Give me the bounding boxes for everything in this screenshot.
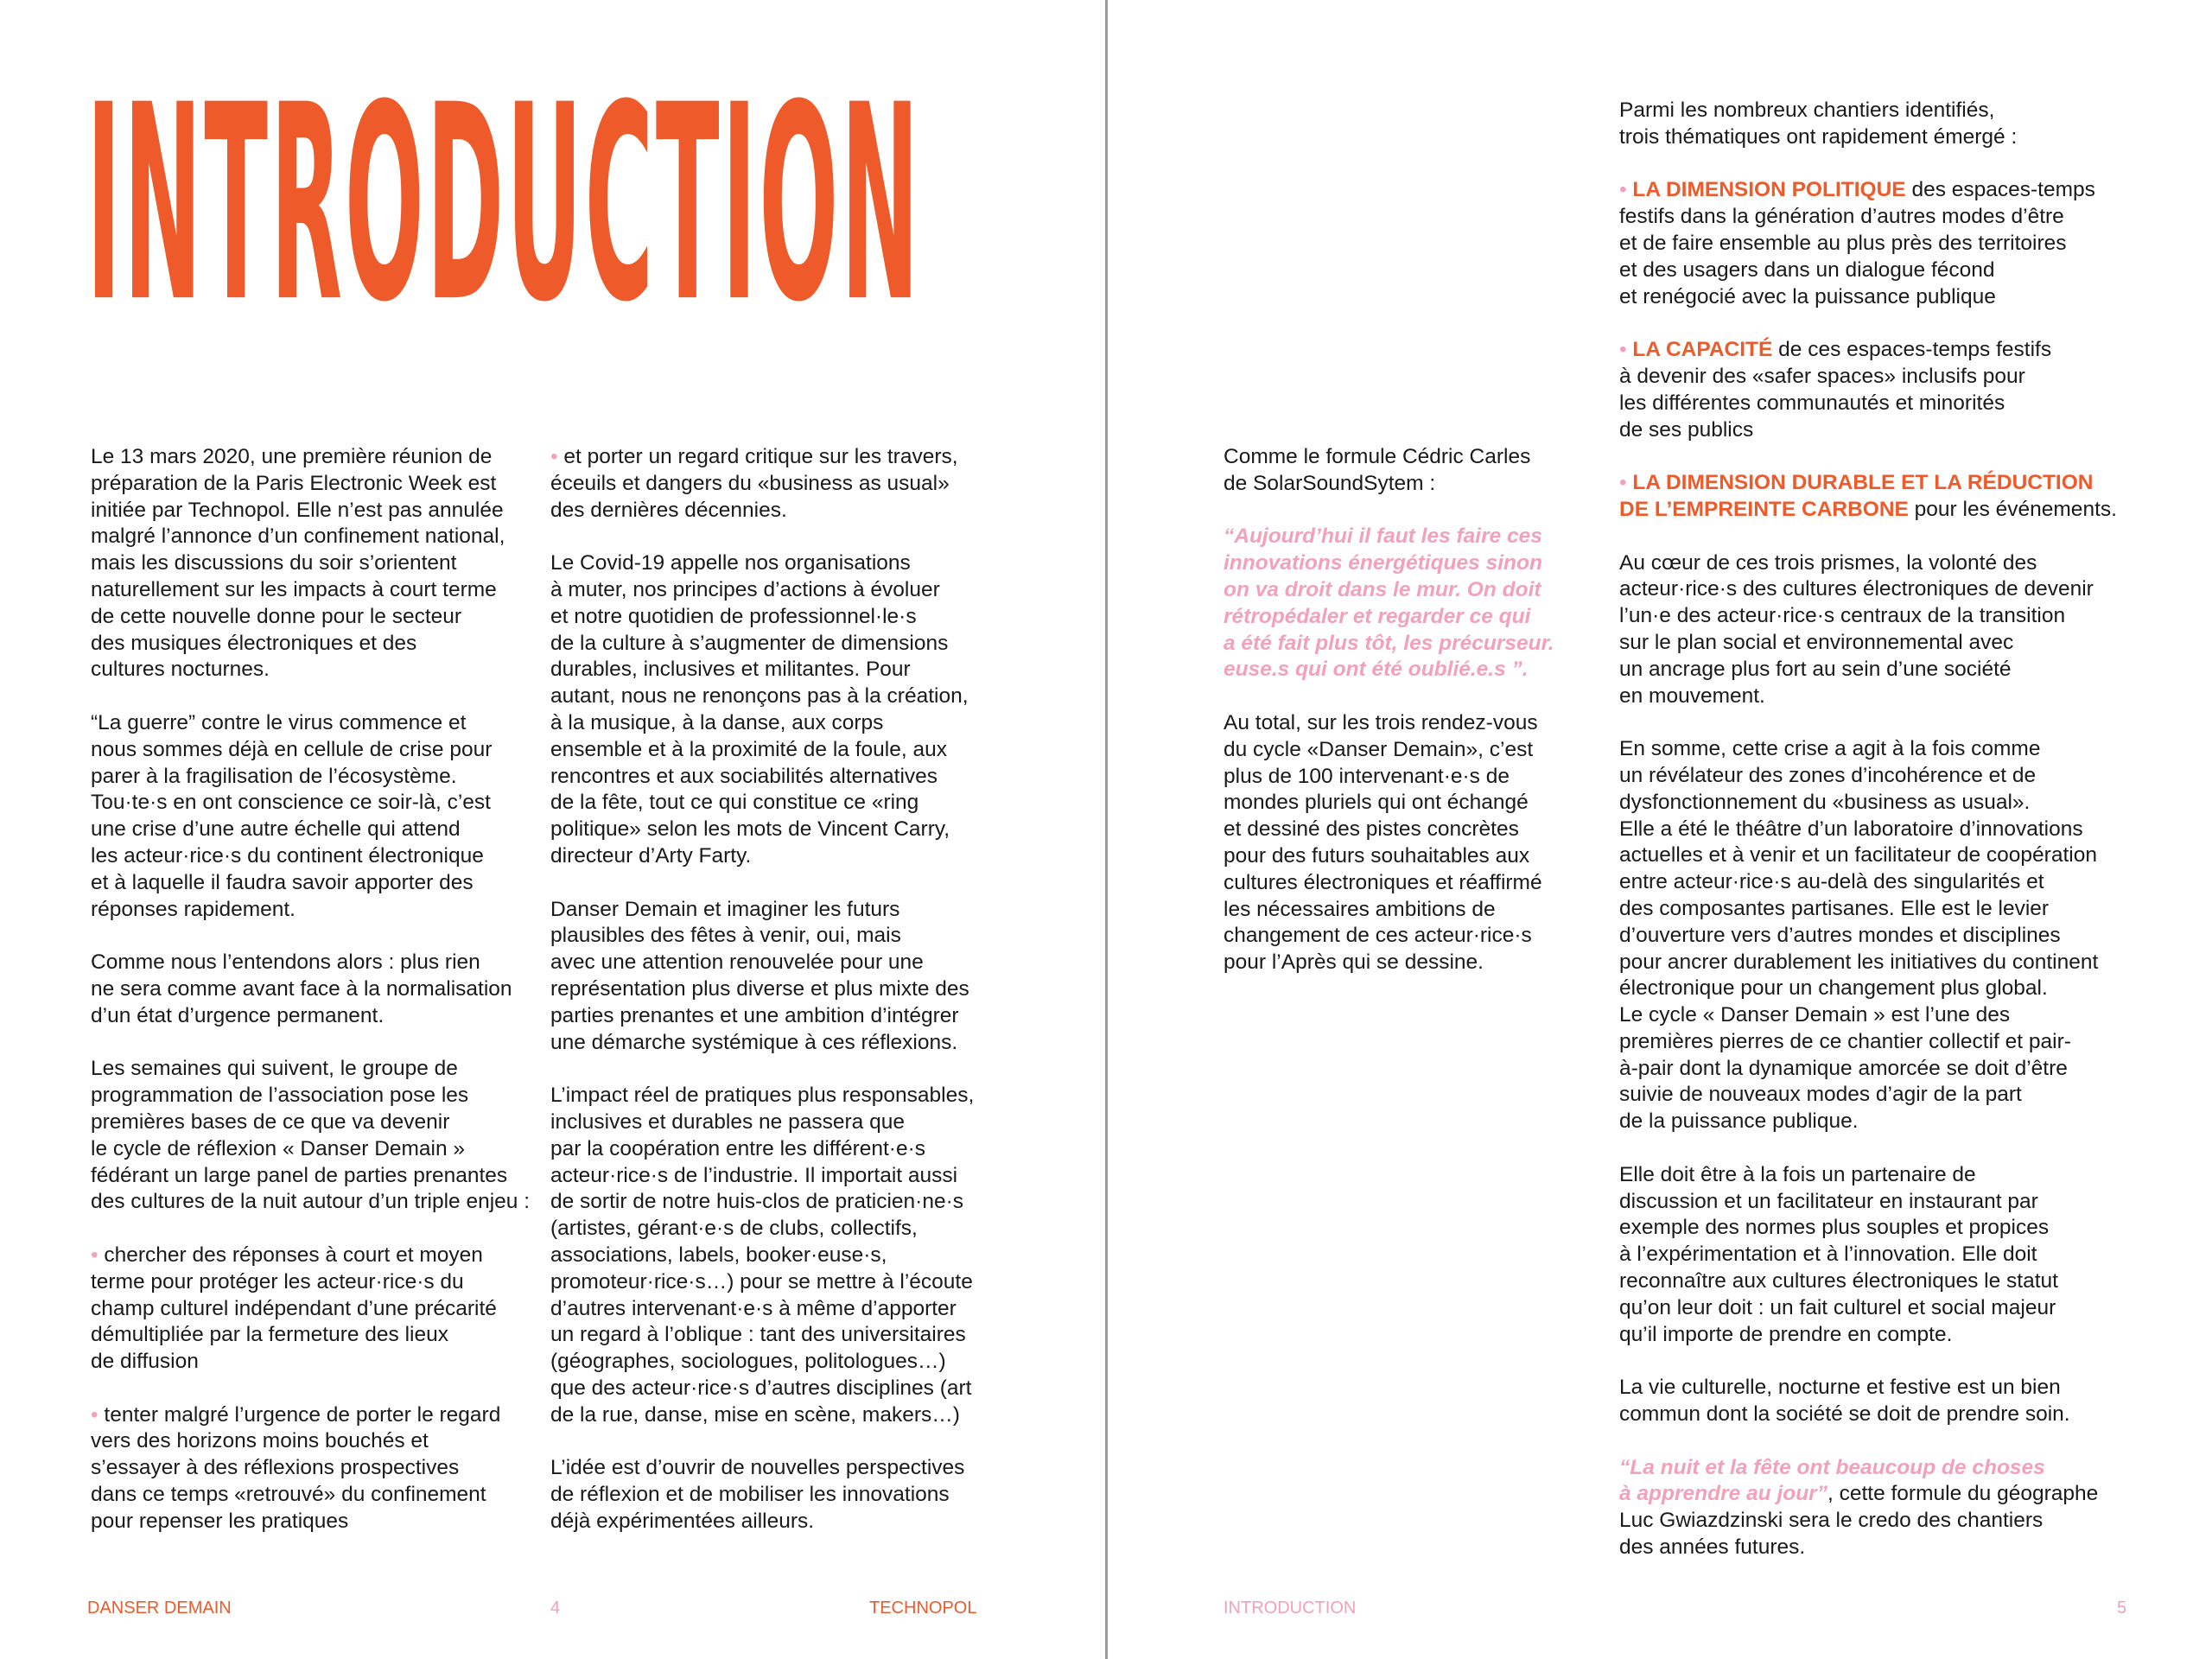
bullet-text: tenter malgré l’urgence de porter le regard vers des horizons moins bouchés et s’essayer à des réflexions prospectives dans ce temps «retrouvé» du confinement pour repenser les pratiques <box>91 1402 501 1533</box>
theme-item <box>1619 177 2138 310</box>
bullet-text: et porter un regard critique sur les travers, éceuils et dangers du «business as usual» des dernières décennies. <box>550 445 958 522</box>
paragraph: Elle doit être à la fois un partenaire de discussion et un facilitateur en instaurant par exemple des normes plus souples et propices à l’expérimentation et à l’innovation. Elle doit reconnaître aux cultures électroniques le statut qu’on leur doit : un fait culturel et social majeur qu’il importe de prendre en compte. <box>1619 1162 2058 1346</box>
left-column-2 <box>550 444 1008 1535</box>
closing-paragraph <box>1619 1455 2138 1561</box>
paragraph: “La guerre” contre le virus commence et nous sommes déjà en cellule de crise pour parer à la fragilisation de l’écosystème. Tou·te·s en ont conscience ce soir-là, c’est une crise d’une autre échelle qui attend les acteur·rice·s du continent électronique et à laquelle il faudra savoir apporter des réponses rapidement. <box>91 710 493 921</box>
paragraph: L’impact réel de pratiques plus responsables, inclusives et durables ne passera que par la coopération entre les différent·e·s acteur·rice·s de l’industrie. Il importait aussi de sortir de notre huis-clos de praticien·ne·s (artistes, gérant·e·s de clubs, collectifs, associations, labels, booker·euse·s, promoteur·rice·s…) pour se mettre à l’écoute d’autres intervenant·e·s à même d’apporter un regard à l’oblique : tant des universitaires (géographes, sociologues, politologues…) que des acteur·rice·s d’autres disciplines (art de la rue, danse, mise en scène, makers…) <box>550 1084 975 1427</box>
closing-text: , cette formule du géographe Luc Gwiazdzinski sera le credo des chantiers des années futures. <box>1619 1482 2099 1560</box>
paragraph: Au total, sur les trois rendez-vous du cycle «Danser Demain», c’est plus de 100 intervenant·e·s de mondes pluriels qui ont échangé et dessiné des pistes concrètes pour des futurs souhaitables aux cultures électroniques et réaffirmé les nécessaires ambitions de changement de ces acteur·rice·s pour l’Après qui se dessine. <box>1224 710 1542 975</box>
bullet-dot-icon: • <box>1619 178 1627 202</box>
theme-text: de ces espaces-temps festifs à devenir des «safer spaces» inclusifs pour les différentes communautés et minorités de ses publics <box>1619 338 2052 442</box>
footer-page-number: 4 <box>550 1599 561 1618</box>
theme-text: des espaces-temps festifs dans la génération d’autres modes d’être et de faire ensemble au plus près des territoires et des usagers dans un dialogue fécond et renégocié avec la puissance publique <box>1619 178 2095 308</box>
theme-heading: LA DIMENSION DURABLE ET LA RÉDUCTION DE L’EMPREINTE CARBONE <box>1619 471 2094 521</box>
bullet-text: chercher des réponses à court et moyen terme pour protéger les acteur·rice·s du champ culturel indépendant d’une précarité démultipliée par la fermeture des lieux de diffusion <box>91 1243 497 1374</box>
theme-heading: LA CAPACITÉ <box>1632 338 1773 362</box>
footer-publication: DANSER DEMAIN <box>87 1599 232 1618</box>
bullet-item <box>91 1243 540 1376</box>
theme-heading: LA DIMENSION POLITIQUE <box>1632 178 1906 202</box>
theme-item <box>1619 337 2138 443</box>
footer-section: INTRODUCTION <box>1224 1599 1357 1618</box>
paragraph: Parmi les nombreux chantiers identifiés, trois thématiques ont rapidement émergé : <box>1619 99 2018 149</box>
footer-page-number: 5 <box>2117 1599 2127 1618</box>
paragraph: Le Covid-19 appelle nos organisations à muter, nos principes d’actions à évoluer et notre quotidien de professionnel·le·s de la culture à s’augmenter de dimensions durables, inclusives et militantes. Pour autant, nous ne renonçons pas à la création, à la musique, à la danse, aux corps ensemble et à la proximité de la foule, aux rencontres et aux sociabilités alternatives de la fête, tout ce qui constitue ce «ring politique» selon les mots de Vincent Carry, directeur d’Arty Farty. <box>550 551 969 868</box>
bullet-dot-icon: • <box>1619 471 1627 495</box>
bullet-dot-icon: • <box>550 445 558 468</box>
theme-text: pour les événements. <box>1908 497 2117 521</box>
bullet-dot-icon: • <box>1619 338 1627 362</box>
paragraph: Les semaines qui suivent, le groupe de programmation de l’association pose les premières bases de ce que va devenir le cycle de réflexion « Danser Demain » fédérant un large panel de parties prenantes des cultures de la nuit autour d’un triple enjeu : <box>91 1057 531 1214</box>
pull-quote: “Aujourd’hui il faut les faire ces innovations énergétiques sinon on va droit dans le mur. On doit rétropédaler et regarder ce qui a été fait plus tôt, les précurseur. euse.s qui ont été oublié.e.s ”. <box>1224 524 1554 682</box>
bullet-dot-icon: • <box>91 1243 99 1267</box>
bullet-item <box>550 444 1008 524</box>
bullet-dot-icon: • <box>91 1402 99 1427</box>
paragraph: Danser Demain et imaginer les futurs plausibles des fêtes à venir, oui, mais avec une attention renouvelée pour une représentation plus diverse et plus mixte des parties prenantes et une ambition d’intégrer une démarche systémique à ces réflexions. <box>550 897 969 1054</box>
footer-publisher: TECHNOPOL <box>869 1599 977 1618</box>
paragraph: La vie culturelle, nocturne et festive est un bien commun dont la société se doit de prendre soin. <box>1619 1376 2070 1427</box>
paragraph: L’idée est d’ouvrir de nouvelles perspectives de réflexion et de mobiliser les innovations déjà expérimentées ailleurs. <box>550 1456 965 1533</box>
bullet-item <box>91 1402 540 1535</box>
theme-item <box>1619 470 2138 524</box>
paragraph: Le 13 mars 2020, une première réunion de préparation de la Paris Electronic Week est initiée par Technopol. Elle n’est pas annulée malgré l’annonce d’un confinement national, mais les discussions du soir s’orientent naturellement sur les impacts à court terme de cette nouvelle donne pour le secteur des musiques électroniques et des cultures nocturnes. <box>91 445 505 682</box>
paragraph: Au cœur de ces trois prismes, la volonté des acteur·rice·s des cultures électroniques de devenir l’un·e des acteur·rice·s centraux de la transition sur le plan social et environnemental avec un ancrage plus fort au sein d’une société en mouvement. <box>1619 550 2094 708</box>
right-column-1 <box>1224 444 1586 976</box>
right-column-2 <box>1619 98 2138 1561</box>
closing-quote: “La nuit et la fête ont beaucoup de choses à apprendre au jour” <box>1619 1455 2045 1506</box>
right-page <box>1108 0 2212 1659</box>
paragraph: Comme nous l’entendons alors : plus rien ne sera comme avant face à la normalisation d’un état d’urgence permanent. <box>91 950 512 1027</box>
paragraph: En somme, cette crise a agit à la fois comme un révélateur des zones d’incohérence et de dysfonctionnement du «business as usual». Elle a été le théâtre d’un laboratoire d’innovations actuelles et à venir et un facilitateur de coopération entre acteur·rice·s au-delà des singularités et des composantes partisanes. Elle est le levier d’ouverture vers d’autres mondes et disciplines pour ancrer durablement les initiatives du continent électronique pour un changement plus global. Le cycle « Danser Demain » est l’une des premières pierres de ce chantier collectif et pair- à-pair dont la dynamique amorcée se doit d’être suivie de nouveaux modes d’agir de la part de la puissance publique. <box>1619 737 2099 1134</box>
paragraph: Comme le formule Cédric Carles de SolarSoundSytem : <box>1224 445 1531 495</box>
page-title: INTRODUCTION <box>86 49 922 362</box>
left-column-1 <box>91 444 540 1535</box>
